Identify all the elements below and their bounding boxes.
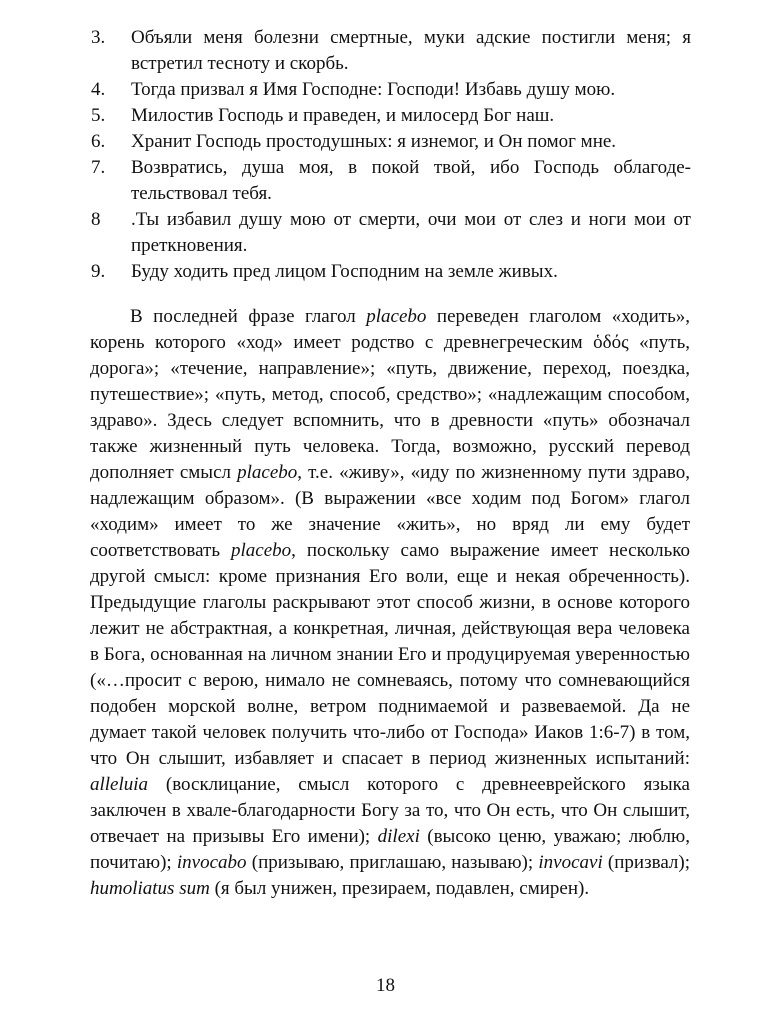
verse-text: Милостив Господь и праведен, и милосерд Бог наш. — [131, 105, 555, 126]
text-run: переведен глаголом «ходить», корень которого «ход» имеет родство с древнегреческим ὁδός «путь, дорога»; «течение, направление»; «путь, движение, переход, поездка, путешествие»; «путь, метод, способ, средство»; «надлежащим способом, здраво». Здесь следует вспомнить, что в древности «путь» обозначал также жизненный путь человека. Тогда, возможно, русский перевод дополняет смысл — [90, 306, 690, 483]
verse-number: 8 — [91, 209, 101, 230]
verse-text: Хранит Господь простодушных: я изнемог, и Он помог мне. — [131, 131, 617, 152]
latin-term: placebo — [230, 540, 292, 561]
verse-text: Тогда призвал я Имя Господне: Господи! Избавь душу мою. — [131, 79, 616, 100]
verse-number: 6. — [91, 131, 106, 152]
verse-item — [91, 129, 691, 155]
text-run: , т.е. «живу», «иду по жизненному пути здраво, надлежащим образом». (В выражении «все ходим под Богом» глагол «ходим» имеет то же значение «жить», но вряд ли ему будет соответствовать — [90, 462, 690, 561]
verse-text: Объяли меня болезни смертные, муки адские постигли меня; я встретил тесноту и скорбь. — [131, 27, 691, 74]
latin-term: placebo — [237, 462, 298, 483]
verse-text: Возвратись, душа моя, в покой твой, ибо Господь облагодетельствовал тебя. — [131, 157, 691, 204]
verse-number: 5. — [91, 105, 106, 126]
verse-number: 9. — [91, 261, 106, 282]
latin-term: humoliatus sum — [90, 878, 210, 899]
verse-item — [91, 155, 691, 207]
text-run: (призываю, приглашаю, называю); — [246, 852, 539, 873]
verse-list — [91, 25, 691, 285]
verse-item — [91, 103, 691, 129]
latin-term: dilexi — [377, 826, 420, 847]
verse-number: 3. — [91, 27, 106, 48]
latin-term: invocavi — [538, 852, 603, 873]
text-run: , поскольку само выражение имеет несколько другой смысл: кроме признания Его воли, еще и некая обреченность). Предыдущие глаголы раскрывают этот способ жизни, в основе которого лежит не абстрактная, а конкретная, личная, действующая вера человека в Бога, основанная на личном знании Его и продуцируемая уверенностью («…просит с верою, нимало не сомневаясь, потому что сомневающийся подобен морской волне, ветром поднимаемой и развеваемой. Да не думает такой человек получить что-либо от Господа» Иаков 1:6-7) в том, что Он слышит, избавляет и спасает в период жизненных испытаний: — [90, 540, 690, 769]
text-run: В последней фразе глагол — [130, 306, 367, 327]
text-run: (призвал); — [602, 852, 691, 873]
verse-item — [91, 25, 691, 77]
verse-item — [91, 259, 691, 285]
latin-term: alleluia — [90, 774, 149, 795]
latin-term: invocabo — [176, 852, 247, 873]
verse-item — [91, 77, 691, 103]
verse-text: Буду ходить пред лицом Господним на земле живых. — [131, 261, 558, 282]
verse-text: .Ты избавил душу мою от смерти, очи мои от слез и ноги мои от преткновения. — [131, 209, 691, 256]
text-run: (высоко ценю, уважаю; люблю, почитаю); — [90, 826, 690, 873]
verse-item — [91, 207, 691, 259]
text-run: (восклицание, смысл которого с древнееврейского языка заключен в хвале-благодарности Богу за то, что Он есть, что Он слышит, отвечает на призывы Его имени); — [90, 774, 690, 847]
verse-number: 4. — [91, 79, 106, 100]
page-number: 18 — [376, 975, 395, 996]
latin-term: placebo — [366, 306, 427, 327]
text-run: (я был унижен, презираем, подавлен, смирен). — [209, 878, 590, 899]
commentary-paragraph — [90, 304, 690, 902]
verse-number: 7. — [91, 157, 106, 178]
